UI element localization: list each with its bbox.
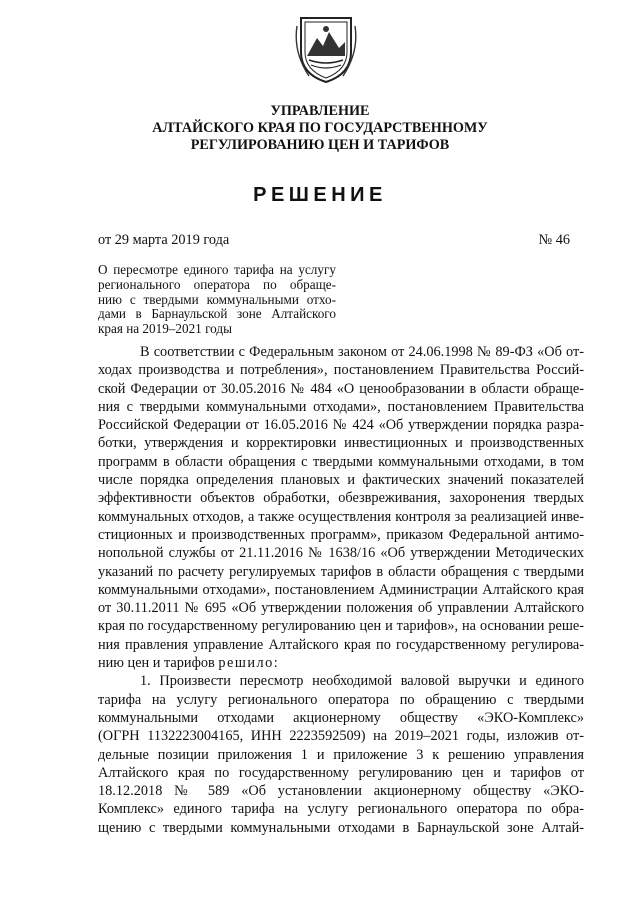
resolution-keyword: решило: [218, 655, 280, 672]
item1-line: щению с твердыми коммунальными отходами в Барнаульской зоне Алтай- [98, 819, 584, 836]
preamble-line: ской Федерации от 30.05.2016 № 484 «О ценообразовании в области обраще- [98, 380, 584, 397]
preamble-line: стиционных и производственных программ», приказом Федеральной антимо- [98, 526, 584, 543]
subject-line: регионального оператора по обраще- [98, 276, 336, 292]
preamble-line: числе порядка определения плановых и фактических значений показателей [98, 472, 584, 489]
subject-line: дами в Барнаульской зоне Алтайского [98, 306, 336, 322]
document-number: № 46 [538, 232, 570, 248]
document-date: от 29 марта 2019 года [98, 232, 230, 248]
preamble-closing-line [98, 654, 584, 672]
preamble-line: нопольной службы от 21.11.2016 № 1638/16 «Об утверждении Методических [98, 545, 584, 562]
preamble-line: коммунальных отходов, а также осуществления контроля за реализацией инве- [98, 508, 584, 525]
document-subject [98, 263, 336, 337]
organization-name [0, 103, 640, 154]
org-line: РЕГУЛИРОВАНИЮ ЦЕН И ТАРИФОВ [190, 137, 450, 153]
item1-line: Комплекс» единого тарифа на услугу регионального оператора по обра- [98, 801, 584, 818]
preamble-line: ходах производства и потребления», постановлением Правительства Россий- [98, 362, 584, 379]
document-type-title: РЕШЕНИЕ [253, 184, 387, 206]
item1-line: 1. Произвести пересмотр необходимой валовой выручки и единого [140, 673, 584, 690]
item1-line: (ОГРН 1132223004165, ИНН 2223592509) на 2019–2021 годы, изложив от- [98, 728, 584, 745]
preamble-line: ботки, утверждения и корректировки инвестиционных и производственных [98, 435, 584, 452]
item1-line: тарифа на услугу регионального оператора по обращению с твердыми [98, 691, 584, 708]
preamble-line: от 30.11.2011 № 695 «Об утверждении положения об управлении Алтайского [98, 600, 584, 617]
org-line: АЛТАЙСКОГО КРАЯ ПО ГОСУДАРСТВЕННОМУ [152, 120, 488, 136]
preamble-line: ния с твердыми коммунальными отходами», постановлением Правительства [98, 398, 584, 415]
item1-line: дельные позиции приложения 1 и приложение 3 к решению управления [98, 746, 584, 763]
subject-line: О пересмотре единого тарифа на услугу [98, 262, 336, 277]
preamble-line: Российской Федерации от 16.05.2016 № 424 «Об утверждении порядка разра- [98, 417, 584, 434]
preamble-line: В соответствии с Федеральным законом от 24.06.1998 № 89-ФЗ «Об от- [140, 344, 584, 360]
preamble-line: программ в области обращения с твердыми коммунальными отходами, в том [98, 453, 584, 470]
item1-line: 18.12.2018 № 589 «Об установлении акционерному обществу «ЭКО- [98, 783, 584, 800]
preamble-line: коммунальными отходами», постановлением Администрации Алтайского края [98, 581, 584, 598]
item1-line: коммунальными отходами акционерному обществу «ЭКО-Комплекс» [98, 709, 584, 726]
preamble-line: указаний по расчету регулируемых тарифов в области обращения с твердыми [98, 563, 584, 580]
preamble-line: эффективности объектов обработки, обезвреживания, захоронения твердых [98, 490, 584, 507]
preamble-line: края по государственному регулированию цен и тарифов», на основании реше- [98, 618, 584, 635]
document-body [98, 343, 584, 837]
subject-line: края на 2019–2021 годы [98, 321, 232, 337]
subject-line: нию с твердыми коммунальными отхо- [98, 291, 336, 307]
preamble-closing-prefix: нию цен и тарифов [98, 655, 215, 672]
preamble-line: ния правления управление Алтайского края по государственному регулирова- [98, 636, 584, 653]
org-line: УПРАВЛЕНИЕ [270, 103, 370, 119]
coat-of-arms-icon [295, 12, 357, 84]
item1-line: Алтайского края по государственному регулированию цен и тарифов от [98, 764, 584, 781]
